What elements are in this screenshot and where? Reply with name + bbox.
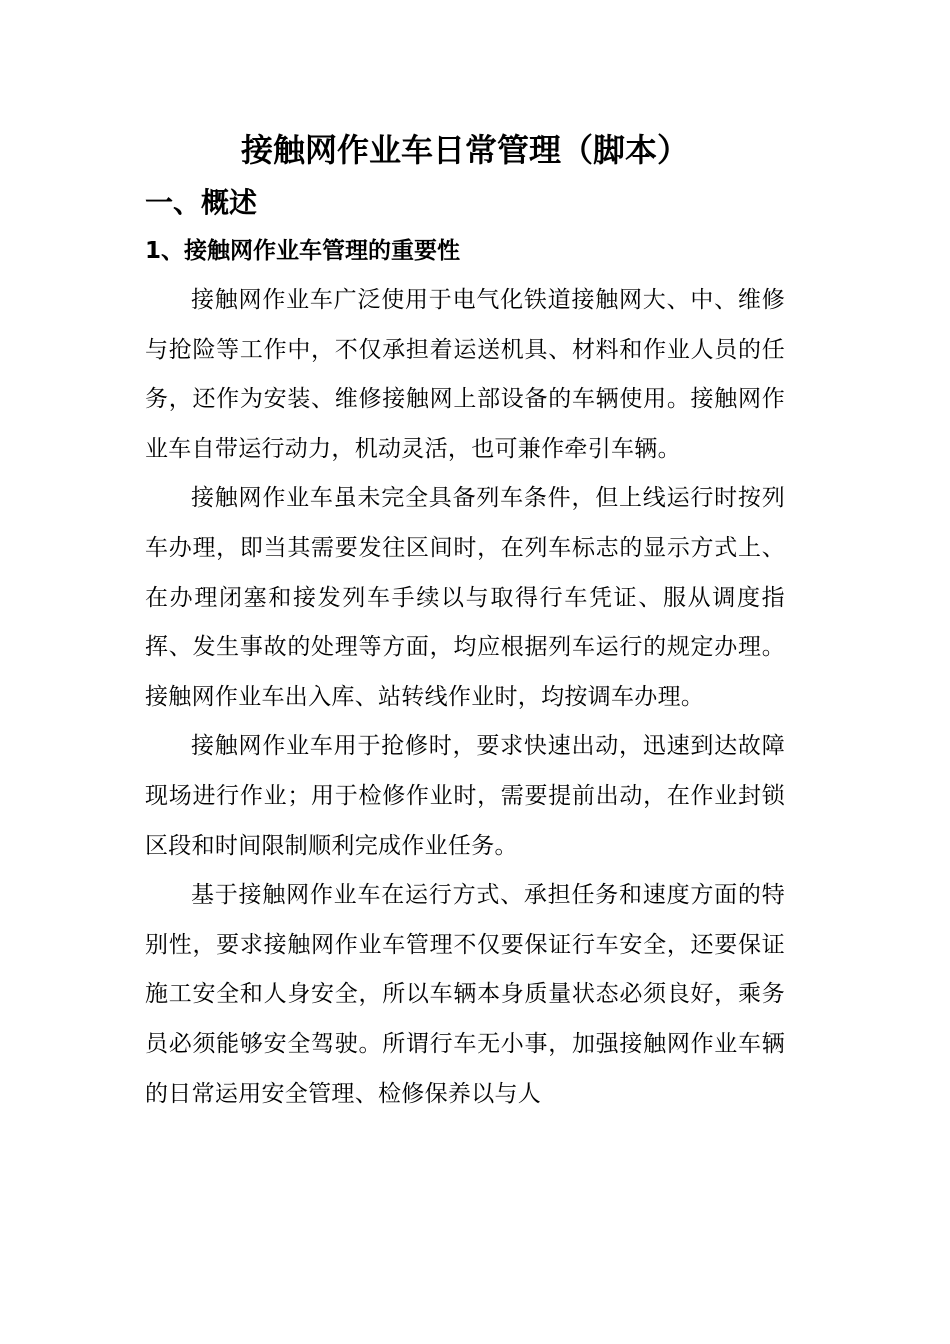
document-page bbox=[145, 120, 785, 1119]
paragraph-3: 接触网作业车用于抢修时，要求快速出动，迅速到达故障现场进行作业；用于检修作业时，需要提前出动，在作业封锁区段和时间限制顺利完成作业任务。 bbox=[145, 733, 785, 859]
paragraph-1: 接触网作业车广泛使用于电气化铁道接触网大、中、维修与抢险等工作中，不仅承担着运送机具、材料和作业人员的任务，还作为安装、维修接触网上部设备的车辆使用。接触网作业车自带运行动力，机动灵活，也可兼作牵引车辆。 bbox=[145, 287, 785, 462]
subsection-heading-importance: 1、接触网作业车管理的重要性 bbox=[145, 238, 461, 264]
document-title: 接触网作业车日常管理（脚本） bbox=[240, 131, 689, 169]
paragraph-4: 基于接触网作业车在运行方式、承担任务和速度方面的特别性，要求接触网作业车管理不仅要保证行车安全，还要保证施工安全和人身安全，所以车辆本身质量状态必须良好，乘务员必须能够安全驾驶。所谓行车无小事，加强接触网作业车辆的日常运用安全管理、检修保养以与人 bbox=[145, 882, 785, 1107]
paragraph-2: 接触网作业车虽未完全具备列车条件，但上线运行时按列车办理，即当其需要发往区间时，在列车标志的显示方式上、在办理闭塞和接发列车手续以与取得行车凭证、服从调度指挥、发生事故的处理等方面，均应根据列车运行的规定办理。接触网作业车出入库、站转线作业时，均按调车办理。 bbox=[145, 485, 785, 710]
section-heading-overview: 一、概述 bbox=[145, 186, 258, 219]
